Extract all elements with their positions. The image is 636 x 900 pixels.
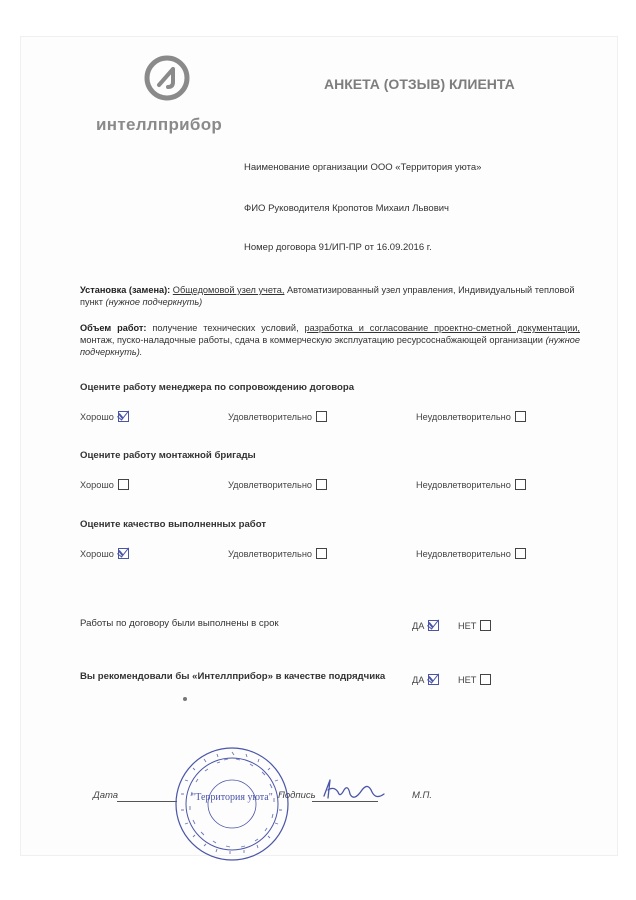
handwritten-signature-icon xyxy=(320,776,388,806)
ink-speck xyxy=(183,697,187,701)
checkbox-icon[interactable] xyxy=(118,479,129,490)
option-label: Хорошо xyxy=(80,479,114,490)
recommend-no[interactable] xyxy=(458,674,491,685)
rating-manager-unsatisfactory[interactable] xyxy=(416,411,526,422)
deadline-yes[interactable] xyxy=(412,620,439,631)
option-label: Удовлетворительно xyxy=(228,479,312,490)
recommend-yes[interactable] xyxy=(412,674,439,685)
rating-crew-satisfactory[interactable] xyxy=(228,479,327,490)
checkbox-icon[interactable] xyxy=(316,548,327,559)
scope-label: Объем работ: xyxy=(80,323,147,333)
option-label: Хорошо xyxy=(80,411,114,422)
option-label: НЕТ xyxy=(458,620,477,631)
rating-crew-good[interactable] xyxy=(80,479,129,490)
rating-crew-unsatisfactory[interactable] xyxy=(416,479,526,490)
scope-paragraph xyxy=(80,322,580,358)
option-label: Неудовлетворительно xyxy=(416,479,511,490)
option-label: ДА xyxy=(412,620,425,631)
installation-label: Установка (замена): xyxy=(80,285,171,295)
option-label: Неудовлетворительно xyxy=(416,411,511,422)
date-label: Дата xyxy=(93,790,119,801)
option-label: ДА xyxy=(412,674,425,685)
checkbox-checked-icon[interactable] xyxy=(428,674,439,685)
signature-label: Подпись xyxy=(278,790,316,801)
checkbox-checked-icon[interactable] xyxy=(428,620,439,631)
scope-hint: (нужное подчеркнуть). xyxy=(80,335,580,357)
director-name: ФИО Руководителя Кропотов Михаил Львович xyxy=(244,203,449,214)
company-logo-icon xyxy=(144,55,190,101)
installation-paragraph xyxy=(80,284,580,308)
stamp-inner-text: "Территория уюта" xyxy=(191,792,273,803)
checkbox-icon[interactable] xyxy=(316,479,327,490)
questionnaire-page xyxy=(20,36,618,856)
option-label: Хорошо xyxy=(80,548,114,559)
rating-question-quality: Оцените качество выполненных работ xyxy=(80,519,267,530)
checkbox-checked-icon[interactable] xyxy=(118,411,129,422)
scope-selected-option: разработка и согласование проектно-сметной документации, xyxy=(304,323,580,333)
rating-quality-good[interactable] xyxy=(80,548,129,559)
checkbox-checked-icon[interactable] xyxy=(118,548,129,559)
option-label: НЕТ xyxy=(458,674,477,685)
rating-quality-unsatisfactory[interactable] xyxy=(416,548,526,559)
organization-name: Наименование организации ООО «Территория уюта» xyxy=(244,162,482,173)
checkbox-icon[interactable] xyxy=(316,411,327,422)
checkbox-icon[interactable] xyxy=(480,674,491,685)
deadline-no[interactable] xyxy=(458,620,491,631)
seal-label: М.П. xyxy=(412,790,433,801)
installation-options: Автоматизированный узел управления, Индивидуальный тепловой пункт xyxy=(80,285,575,307)
checkbox-icon[interactable] xyxy=(515,548,526,559)
checkbox-icon[interactable] xyxy=(515,411,526,422)
option-label: Удовлетворительно xyxy=(228,411,312,422)
scope-part-1: получение технических условий, xyxy=(146,323,305,333)
rating-manager-good[interactable] xyxy=(80,411,129,422)
document-title: АНКЕТА (ОТЗЫВ) КЛИЕНТА xyxy=(324,76,515,92)
option-label: Неудовлетворительно xyxy=(416,548,511,559)
question-recommend: Вы рекомендовали бы «Интеллприбор» в качестве подрядчика xyxy=(80,671,386,682)
scope-part-2: монтаж, пуско-наладочные работы, сдача в коммерческую эксплуатацию ресурсоснабжающей организации xyxy=(80,335,546,345)
rating-question-crew: Оцените работу монтажной бригады xyxy=(80,450,256,461)
installation-selected-option: Общедомовой узел учета, xyxy=(172,285,285,295)
rating-quality-satisfactory[interactable] xyxy=(228,548,327,559)
company-logo-name: интеллприбор xyxy=(96,115,223,134)
contract-number: Номер договора 91/ИП-ПР от 16.09.2016 г. xyxy=(244,242,432,253)
question-deadline: Работы по договору были выполнены в срок xyxy=(80,618,279,629)
rating-question-manager: Оцените работу менеджера по сопровождению договора xyxy=(80,382,355,393)
option-label: Удовлетворительно xyxy=(228,548,312,559)
checkbox-icon[interactable] xyxy=(515,479,526,490)
date-line xyxy=(117,801,177,802)
company-seal-stamp-icon xyxy=(172,744,292,864)
rating-manager-satisfactory[interactable] xyxy=(228,411,327,422)
checkbox-icon[interactable] xyxy=(480,620,491,631)
installation-hint: (нужное подчеркнуть) xyxy=(105,297,203,307)
